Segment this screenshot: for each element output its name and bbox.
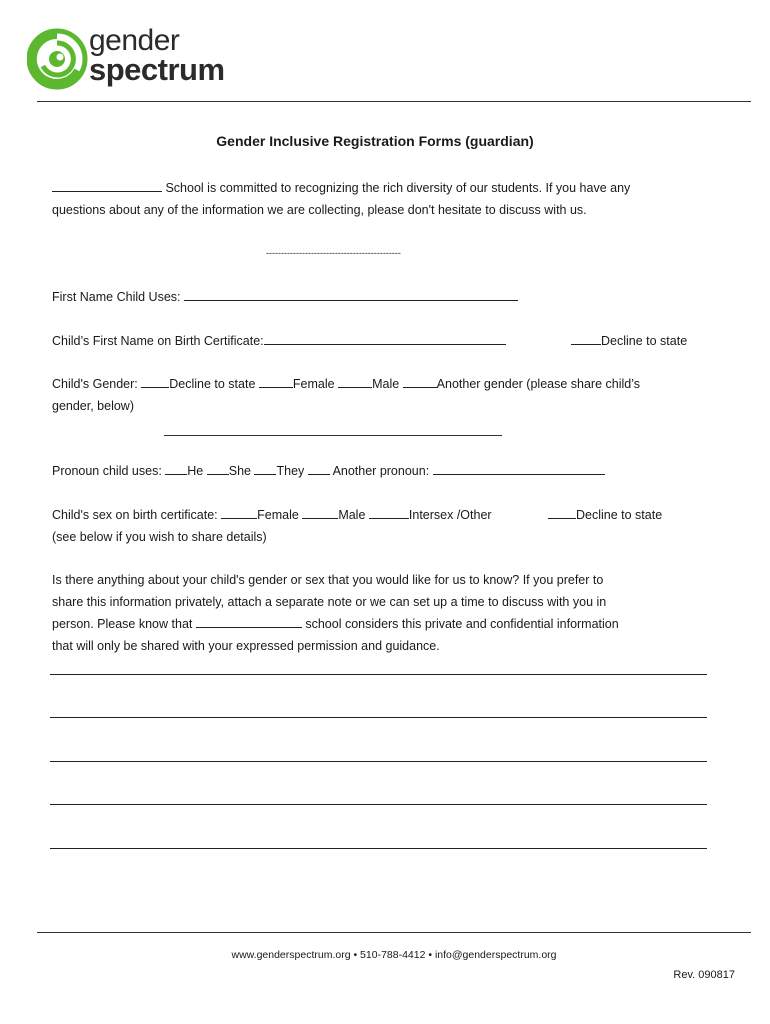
question-line-3-start: person. Please know that <box>52 617 193 631</box>
question-line-4: that will only be shared with your expressed permission and guidance. <box>52 639 440 653</box>
footer-divider <box>37 932 751 933</box>
sex-male-blank[interactable] <box>302 504 338 519</box>
gender-male-label: Male <box>372 377 400 391</box>
intro-line-2: questions about any of the information we are collecting, please don't hesitate to discuss with us. <box>52 203 587 217</box>
pronoun-another-label: Another pronoun: <box>332 464 430 478</box>
header-divider <box>37 101 751 102</box>
revision-number: Rev. 090817 <box>673 969 735 981</box>
pronoun-row <box>52 460 605 482</box>
sex-decline-label: Decline to state <box>576 508 663 522</box>
sex-intersex-blank[interactable] <box>369 504 409 519</box>
gender-decline-label: Decline to state <box>169 377 256 391</box>
birth-name-row <box>52 330 506 352</box>
pronoun-she-label: She <box>228 464 251 478</box>
logo-word-gender: gender <box>89 24 180 57</box>
sex-row <box>52 504 492 526</box>
sex-male-label: Male <box>338 508 366 522</box>
gender-another-label: Another gender (please share child’s <box>436 377 641 391</box>
logo-word-spectrum: spectrum <box>89 52 225 87</box>
question-line-1: Is there anything about your child's gender or sex that you would like for us to know? If you prefer to <box>52 573 604 587</box>
gender-row <box>52 373 640 395</box>
first-name-field[interactable] <box>184 286 518 301</box>
intro-line-1 <box>52 177 630 199</box>
birth-name-field[interactable] <box>264 330 506 345</box>
school-name-blank[interactable] <box>52 177 162 192</box>
pronoun-label: Pronoun child uses: <box>52 464 162 478</box>
footer-contact: www.genderspectrum.org • 510-788-4412 • info@genderspectrum.org <box>231 949 557 961</box>
gender-another-blank[interactable] <box>403 373 437 388</box>
form-title: Gender Inclusive Registration Forms (guardian) <box>216 133 534 149</box>
gender-label: Child's Gender: <box>52 377 138 391</box>
gender-spectrum-logo <box>27 26 232 92</box>
section-separator: --------------------------------------------- <box>266 248 401 258</box>
pronoun-another-blank[interactable] <box>308 460 330 475</box>
first-name-label: First Name Child Uses: <box>52 290 181 304</box>
answer-line[interactable] <box>50 804 707 805</box>
sex-intersex-label: Intersex /Other <box>408 508 492 522</box>
gender-below-note: gender, below) <box>52 399 135 413</box>
question-line-3-end: school considers this private and confidential information <box>301 617 619 631</box>
sex-decline-blank[interactable] <box>548 504 576 519</box>
birth-name-decline-label: Decline to state <box>601 334 688 348</box>
question-line-3 <box>52 613 619 635</box>
gender-decline-blank[interactable] <box>141 373 169 388</box>
birth-name-decline <box>571 330 687 352</box>
sex-label: Child's sex on birth certificate: <box>52 508 218 522</box>
pronoun-they-blank[interactable] <box>254 460 276 475</box>
gender-male-blank[interactable] <box>338 373 372 388</box>
gender-female-label: Female <box>292 377 335 391</box>
question-line-2: share this information privately, attach a separate note or we can set up a time to discuss with you in <box>52 595 607 609</box>
gender-female-blank[interactable] <box>259 373 293 388</box>
gender-share-field[interactable] <box>164 435 502 436</box>
answer-line[interactable] <box>50 674 707 675</box>
intro-text-1: School is committed to recognizing the rich diversity of our students. If you have any <box>162 181 631 195</box>
pronoun-she-blank[interactable] <box>207 460 229 475</box>
answer-line[interactable] <box>50 717 707 718</box>
sex-details-note: (see below if you wish to share details) <box>52 530 267 544</box>
sex-female-blank[interactable] <box>221 504 257 519</box>
first-name-row <box>52 286 518 308</box>
sex-decline <box>548 504 662 526</box>
pronoun-he-blank[interactable] <box>165 460 187 475</box>
swirl-logo-icon <box>27 26 89 92</box>
birth-name-decline-blank[interactable] <box>571 330 601 345</box>
question-school-blank[interactable] <box>196 613 302 628</box>
sex-female-label: Female <box>257 508 299 522</box>
birth-name-label: Child’s First Name on Birth Certificate: <box>52 334 264 348</box>
pronoun-another-field[interactable] <box>433 460 605 475</box>
pronoun-he-label: He <box>187 464 204 478</box>
pronoun-they-label: They <box>276 464 305 478</box>
answer-line[interactable] <box>50 848 707 849</box>
answer-line[interactable] <box>50 761 707 762</box>
